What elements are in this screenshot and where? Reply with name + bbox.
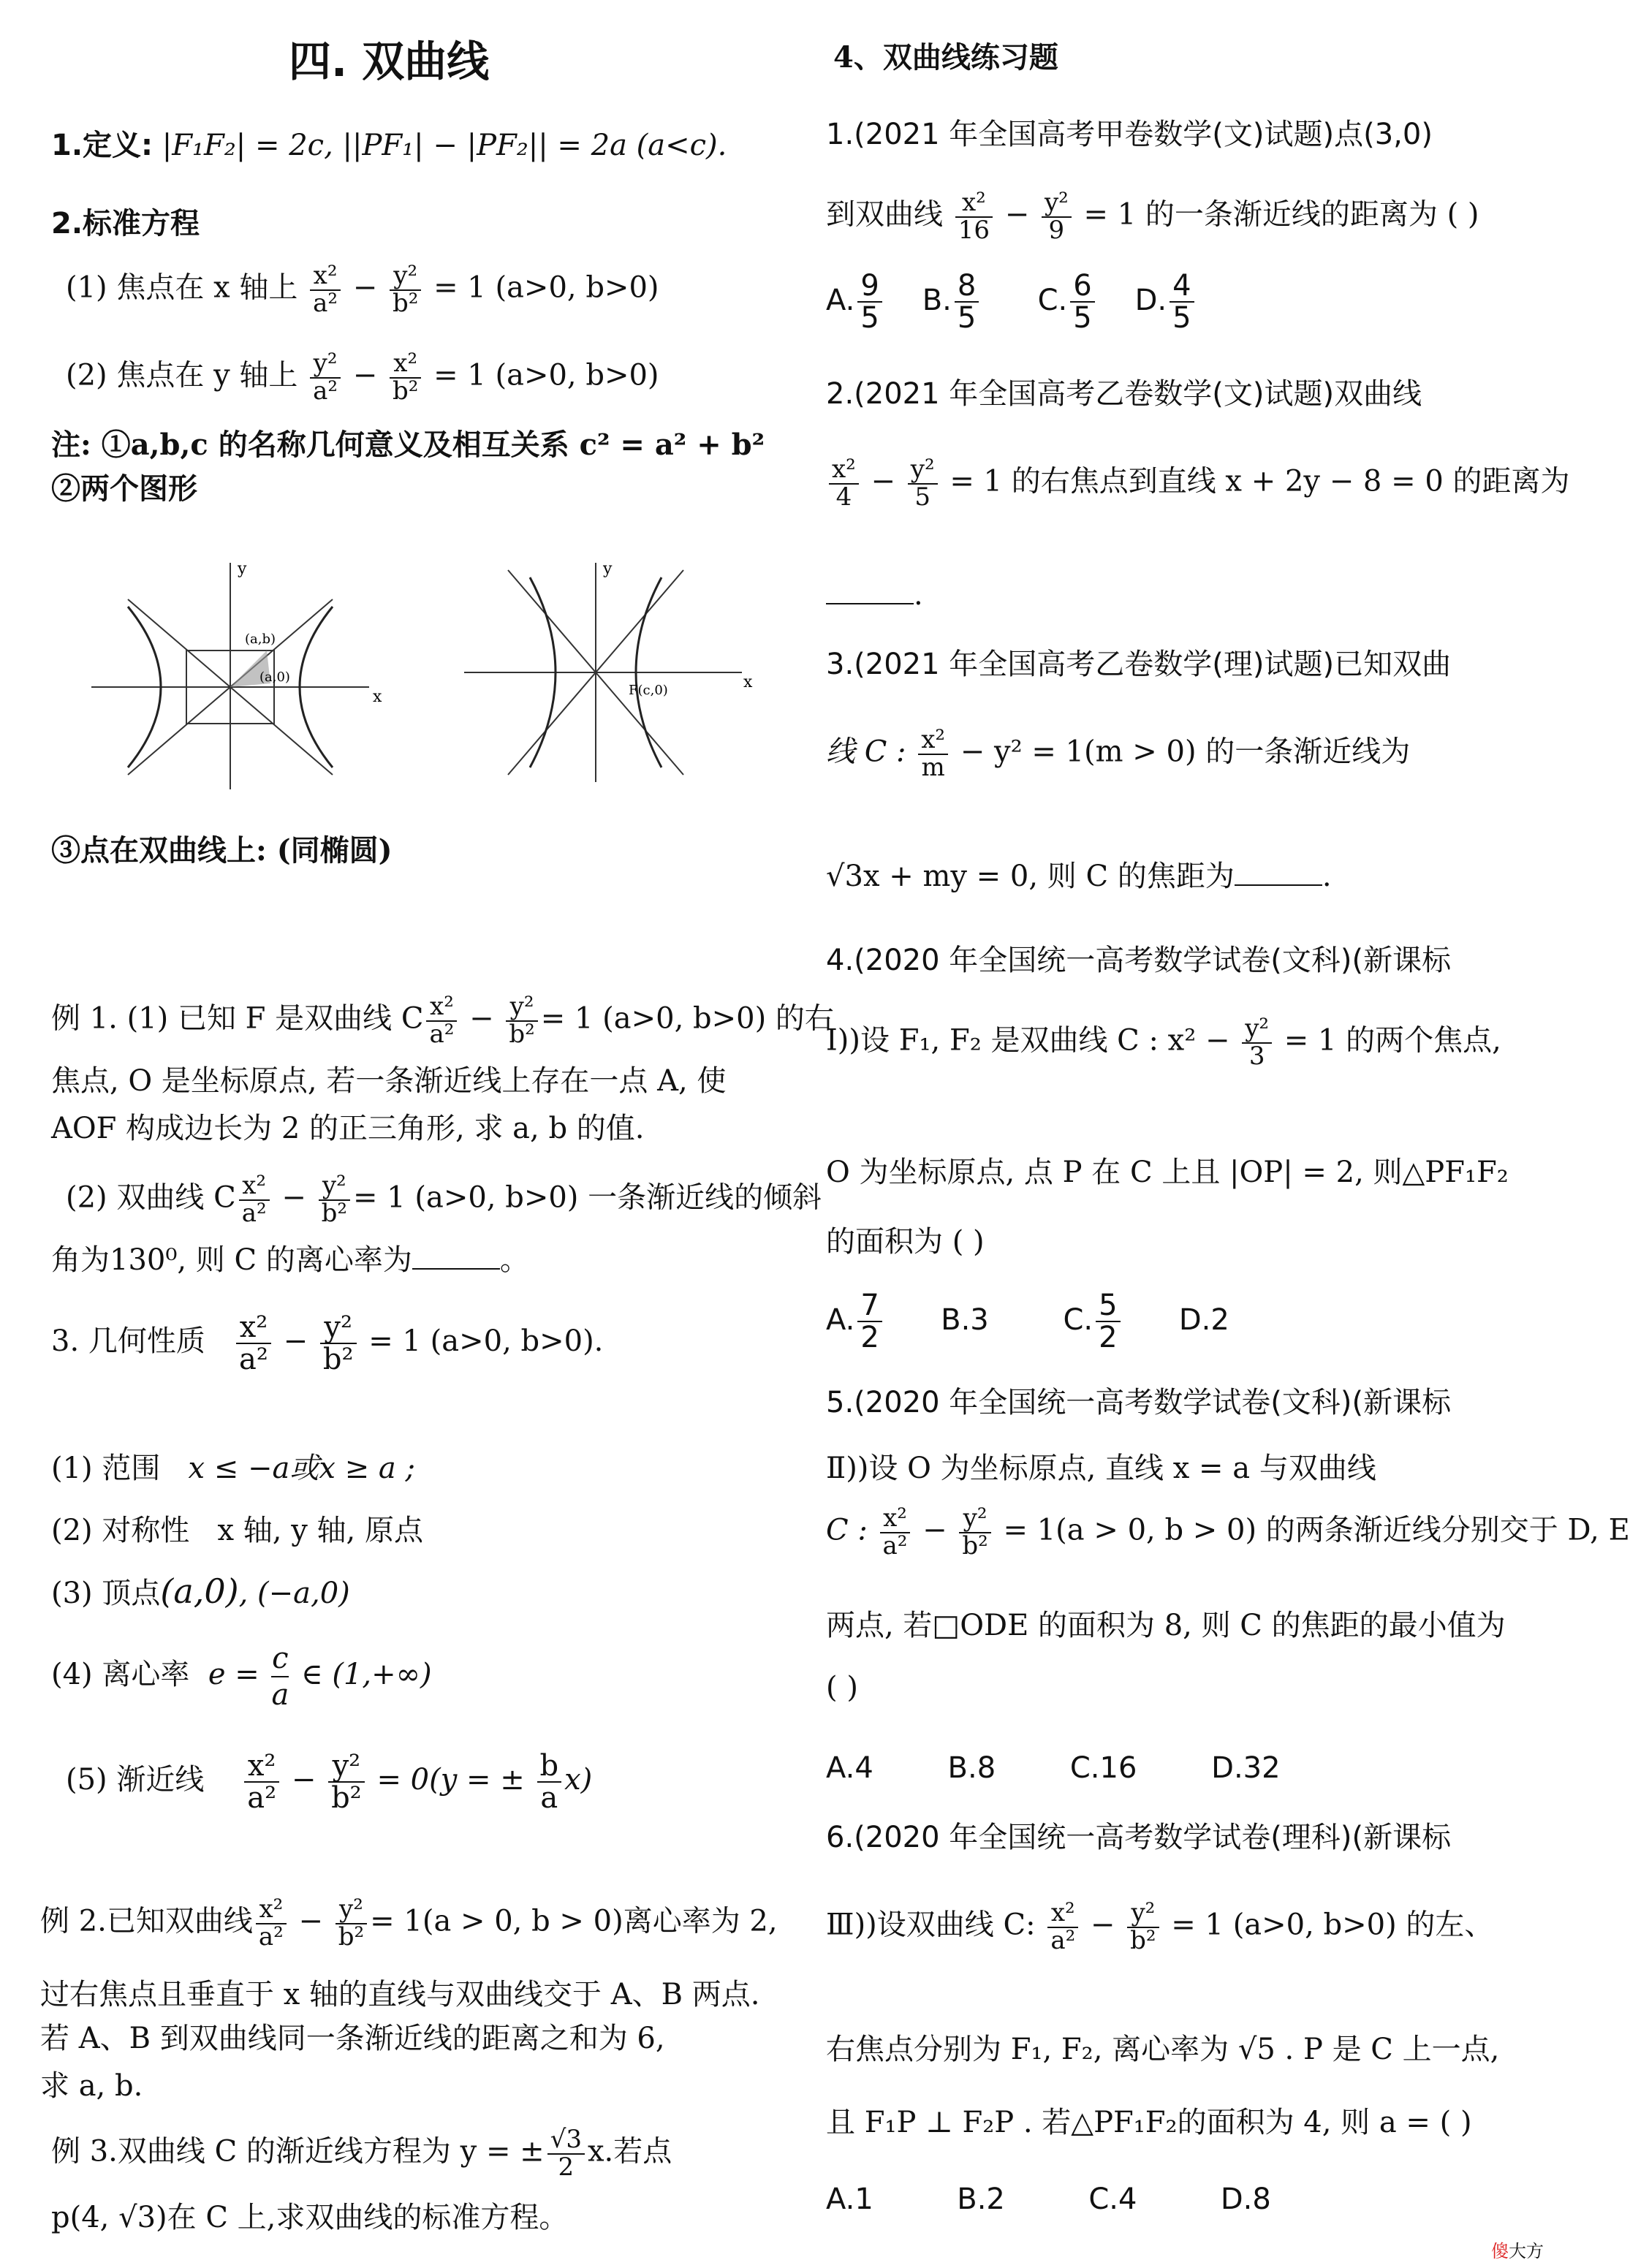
q5-frac1: $\frac{\text{x²}}{\text{a²}}$: [880, 1506, 911, 1559]
example3-line1: 例 3.双曲线 C 的渐近线方程为 y = ± $\frac{√3}{2}$ x.若点: [51, 2125, 672, 2182]
note-1: 注: ①a,b,c 的名称几何意义及相互关系 c² = a² + b²: [51, 428, 765, 462]
example2-line4: 求 a, b.: [40, 2069, 143, 2103]
ex3-frac: $\frac{√3}{2}$: [547, 2127, 585, 2180]
q5-line5: ( ): [826, 1671, 858, 1704]
ex2-frac1: $\frac{\text{x²}}{\text{a²}}$: [256, 1897, 287, 1950]
q1-frac1: $\frac{\text{x²}}{16}$: [955, 190, 993, 243]
q5-option-c: C.16: [1069, 1751, 1137, 1785]
q6-line1: 6.(2020 年全国统一高考数学试卷(理科)(新课标: [826, 1821, 1452, 1854]
q5-options: [826, 1751, 1281, 1786]
std2-suffix: = 1 (a>0, b>0): [433, 358, 659, 392]
asym-frac3: $\frac{b}{a}$: [537, 1751, 562, 1813]
ex1-frac2: $\frac{\text{y²}}{\text{b²}}$: [506, 994, 537, 1047]
q5-line3: C : $\frac{\text{x²}}{\text{a²}}$ − $\frac{\text{y²}}{\text{b²}}$ = 1(a > 0, b > 0) 的两条渐近线分别交于 D, E: [826, 1503, 1630, 1560]
example2-line2: 过右焦点且垂直于 x 轴的直线与双曲线交于 A、B 两点.: [40, 1978, 760, 2011]
q6-line3: 右焦点分别为 F₁, F₂, 离心率为 √5 . P 是 C 上一点,: [826, 2033, 1500, 2066]
q3-frac: $\frac{\text{x²}}{m}$: [918, 727, 948, 781]
q3-line3: √3x + my = 0, 则 C 的焦距为 .: [826, 860, 1332, 893]
exercises-heading: 4、双曲线练习题: [833, 40, 1058, 75]
q4-line1: 4.(2020 年全国统一高考数学试卷(文科)(新课标: [826, 944, 1452, 977]
graph2-axis-x-label: x: [743, 673, 753, 691]
standard-equation-label: 2.标准方程: [51, 207, 200, 240]
std1-prefix: (1) 焦点在 x 轴上: [66, 270, 298, 305]
graph2-label-focus: F(c,0): [629, 683, 668, 698]
std2-frac2: $\frac{\text{x²}}{\text{b²}}$: [390, 351, 421, 404]
q3-answer-blank: [1235, 862, 1322, 886]
q4-frac: $\frac{\text{y²}}{3}$: [1242, 1016, 1272, 1069]
std1-suffix: = 1 (a>0, b>0): [433, 270, 659, 305]
q6-option-a: A.1: [826, 2182, 873, 2216]
q2-frac2: $\frac{\text{y²}}{5}$: [908, 457, 938, 510]
example1-line2: 焦点, O 是坐标原点, 若一条渐近线上存在一点 A, 使: [51, 1064, 727, 1098]
property-vertex: (3) 顶点(a,0), (−a,0): [51, 1571, 350, 1611]
page-title: 四. 双曲线: [289, 37, 490, 86]
example1-part2-line2: 角为130⁰, 则 C 的离心率为 。: [51, 1243, 529, 1277]
example1-part2-line1: (2) 双曲线 C $\frac{\text{x²}}{\text{a²}}$ − $\frac{\text{y²}}{\text{b²}}$ = 1 (a>0, b>0) 一条渐近线的倾斜: [66, 1171, 822, 1228]
q5-option-b: B.8: [947, 1751, 996, 1785]
q5-frac2: $\frac{\text{y²}}{\text{b²}}$: [959, 1506, 990, 1559]
prop-frac2: $\frac{\text{y²}}{\text{b²}}$: [320, 1312, 357, 1375]
q6-line4: 且 F₁P ⊥ F₂P . 若△PF₁F₂的面积为 4, 则 a = ( ): [826, 2106, 1472, 2139]
graph1-axis-y-label: y: [238, 560, 247, 578]
q1-option-d-frac: $\frac{4}{5}$: [1170, 270, 1194, 333]
q1-line2: 到双曲线 $\frac{\text{x²}}{16}$ − $\frac{\text{y²}}{9}$ = 1 的一条渐近线的距离为 ( ): [826, 188, 1479, 245]
standard-equation-1: (1) 焦点在 x 轴上 $\frac{\text{x²}}{\text{a²}}$ − $\frac{\text{y²}}{\text{b²}}$ = 1 (a>0, b>0): [66, 261, 659, 318]
q1-option-b: B. $\frac{8}{5}$: [922, 284, 982, 317]
property-eccentricity: (4) 离心率 e = $\frac{c}{a}$ ∈ (1,+∞): [51, 1642, 432, 1712]
q4-option-b: B.3: [941, 1303, 989, 1337]
q2-line2: $\frac{\text{x²}}{4}$ − $\frac{\text{y²}}{5}$ = 1 的右焦点到直线 x + 2y − 8 = 0 的距离为: [826, 457, 1570, 510]
property-symmetry: (2) 对称性 x 轴, y 轴, 原点: [51, 1514, 423, 1547]
q3-line2: 线 C : $\frac{\text{x²}}{m}$ − y² = 1(m > 0) 的一条渐近线为: [826, 725, 1411, 782]
q6-options: [826, 2182, 1271, 2217]
q6-option-c: C.4: [1088, 2182, 1137, 2216]
note-3: ③点在双曲线上: (同椭圆): [51, 833, 393, 868]
q4-option-d: D.2: [1178, 1303, 1229, 1337]
graph1-axis-x-label: x: [373, 688, 382, 706]
q4-line4: 的面积为 ( ): [826, 1225, 985, 1259]
example1-line1: 例 1. (1) 已知 F 是双曲线 C $\frac{\text{x²}}{\text{a²}}$ − $\frac{\text{y²}}{\text{b²}}$ = 1 (a>0, b>0) 的右: [51, 992, 834, 1049]
definition-label: 1.定义:: [51, 129, 153, 162]
q5-line1: 5.(2020 年全国统一高考数学试卷(文科)(新课标: [826, 1386, 1452, 1419]
geometric-properties: 3. 几何性质 $\frac{\text{x²}}{\text{a²}}$ − $\frac{\text{y²}}{\text{b²}}$ = 1 (a>0, b>0).: [51, 1311, 604, 1376]
q2-answer-blank: [826, 581, 914, 604]
graph2-axis-y-label: y: [603, 560, 613, 578]
q6-option-b: B.2: [957, 2182, 1005, 2216]
q3-line1: 3.(2021 年全国高考乙卷数学(理)试题)已知双曲: [826, 648, 1452, 681]
graph1-label-a0: (a,0): [259, 670, 290, 685]
ex1-2-frac1: $\frac{\text{x²}}{\text{a²}}$: [239, 1173, 270, 1226]
q6-option-d: D.8: [1220, 2182, 1271, 2216]
q5-option-a: A.4: [826, 1751, 873, 1785]
hyperbola-graph-right: [450, 555, 757, 789]
q5-line2: Ⅱ))设 O 为坐标原点, 直线 x = a 与双曲线: [826, 1452, 1376, 1485]
note-2: ②两个图形: [51, 471, 197, 506]
q4-option-c: C. $\frac{5}{2}$: [1063, 1303, 1123, 1337]
q4-options: [826, 1290, 1229, 1353]
q1-options: [826, 270, 1197, 333]
q1-frac2: $\frac{\text{y²}}{9}$: [1042, 190, 1072, 243]
ecc-frac: $\frac{c}{a}$: [271, 1642, 289, 1712]
ex2-frac2: $\frac{\text{y²}}{\text{b²}}$: [336, 1897, 367, 1950]
example2-line3: 若 A、B 到双曲线同一条渐近线的距离之和为 6,: [40, 2022, 665, 2055]
q1-option-b-frac: $\frac{8}{5}$: [955, 270, 979, 333]
q1-option-c: C. $\frac{6}{5}$: [1038, 284, 1098, 317]
graph1-label-ab: (a,b): [245, 632, 276, 647]
q4-option-a-frac: $\frac{7}{2}$: [857, 1290, 882, 1353]
q4-line2: Ⅰ))设 F₁, F₂ 是双曲线 C : x² − $\frac{\text{y²}}{3}$ = 1 的两个焦点,: [826, 1014, 1501, 1071]
q2-line1: 2.(2021 年全国高考乙卷数学(文)试题)双曲线: [826, 377, 1422, 411]
property-range: (1) 范围 x ≤ −a或x ≥ a ;: [51, 1452, 415, 1485]
answer-blank: [412, 1246, 500, 1270]
q1-option-d: D. $\frac{4}{5}$: [1135, 284, 1197, 317]
q5-line4: 两点, 若□ODE 的面积为 8, 则 C 的焦距的最小值为: [826, 1609, 1506, 1642]
std1-frac2: $\frac{\text{y²}}{\text{b²}}$: [390, 263, 421, 316]
q1-option-a-frac: $\frac{9}{5}$: [857, 270, 882, 333]
q6-line2: Ⅲ))设双曲线 C: $\frac{\text{x²}}{\text{a²}}$ − $\frac{\text{y²}}{\text{b²}}$ = 1 (a>0, b>0) 的左、: [826, 1898, 1494, 1955]
definition-line: [51, 128, 727, 163]
q4-line3: O 为坐标原点, 点 P 在 C 上且 |OP| = 2, 则△PF₁F₂: [826, 1156, 1509, 1189]
q2-frac1: $\frac{\text{x²}}{4}$: [829, 457, 859, 510]
q6-frac1: $\frac{\text{x²}}{\text{a²}}$: [1047, 1900, 1078, 1954]
std1-frac1: $\frac{\text{x²}}{\text{a²}}$: [310, 263, 341, 316]
q4-option-a: A. $\frac{7}{2}$: [826, 1303, 885, 1337]
ex1-2-frac2: $\frac{\text{y²}}{\text{b²}}$: [319, 1173, 350, 1226]
ex1-frac1: $\frac{\text{x²}}{\text{a²}}$: [426, 994, 457, 1047]
q1-option-a: A. $\frac{9}{5}$: [826, 284, 885, 317]
q1-option-c-frac: $\frac{6}{5}$: [1070, 270, 1094, 333]
q2-line3: .: [826, 577, 923, 612]
asym-frac2: $\frac{\text{y²}}{\text{b²}}$: [328, 1751, 365, 1813]
prop-frac1: $\frac{\text{x²}}{\text{a²}}$: [236, 1312, 271, 1375]
example1-line3: AOF 构成边长为 2 的正三角形, 求 a, b 的值.: [51, 1112, 645, 1145]
hyperbola-graph-left: [84, 555, 391, 797]
property-asymptote: (5) 渐近线 $\frac{\text{x²}}{\text{a²}}$ − $\frac{\text{y²}}{\text{b²}}$ = 0(y = ± $\frac{b}{a}$ x): [66, 1749, 593, 1815]
q4-option-c-frac: $\frac{5}{2}$: [1096, 1290, 1120, 1353]
example3-line2: p(4, √3)在 C 上,求双曲线的标准方程。: [51, 2201, 569, 2234]
q6-frac2: $\frac{\text{y²}}{\text{b²}}$: [1127, 1900, 1159, 1954]
std2-frac1: $\frac{\text{y²}}{\text{a²}}$: [310, 351, 341, 404]
std2-prefix: (2) 焦点在 y 轴上: [66, 358, 298, 392]
q5-option-d: D.32: [1211, 1751, 1281, 1785]
watermark: 傻大方: [1491, 2241, 1544, 2261]
q1-line1: 1.(2021 年全国高考甲卷数学(文)试题)点(3,0): [826, 118, 1433, 151]
standard-equation-2: (2) 焦点在 y 轴上 $\frac{\text{y²}}{\text{a²}}$ − $\frac{\text{x²}}{\text{b²}}$ = 1 (a>0, b>0): [66, 349, 659, 406]
definition-formula: |F₁F₂| = 2c, ||PF₁| − |PF₂|| = 2a (a<c).: [162, 129, 727, 162]
asym-frac1: $\frac{\text{x²}}{\text{a²}}$: [244, 1751, 279, 1813]
example2-line1: 例 2.已知双曲线 $\frac{\text{x²}}{\text{a²}}$ − $\frac{\text{y²}}{\text{b²}}$ = 1(a > 0, b > 0)离心率为 2,: [40, 1895, 778, 1952]
